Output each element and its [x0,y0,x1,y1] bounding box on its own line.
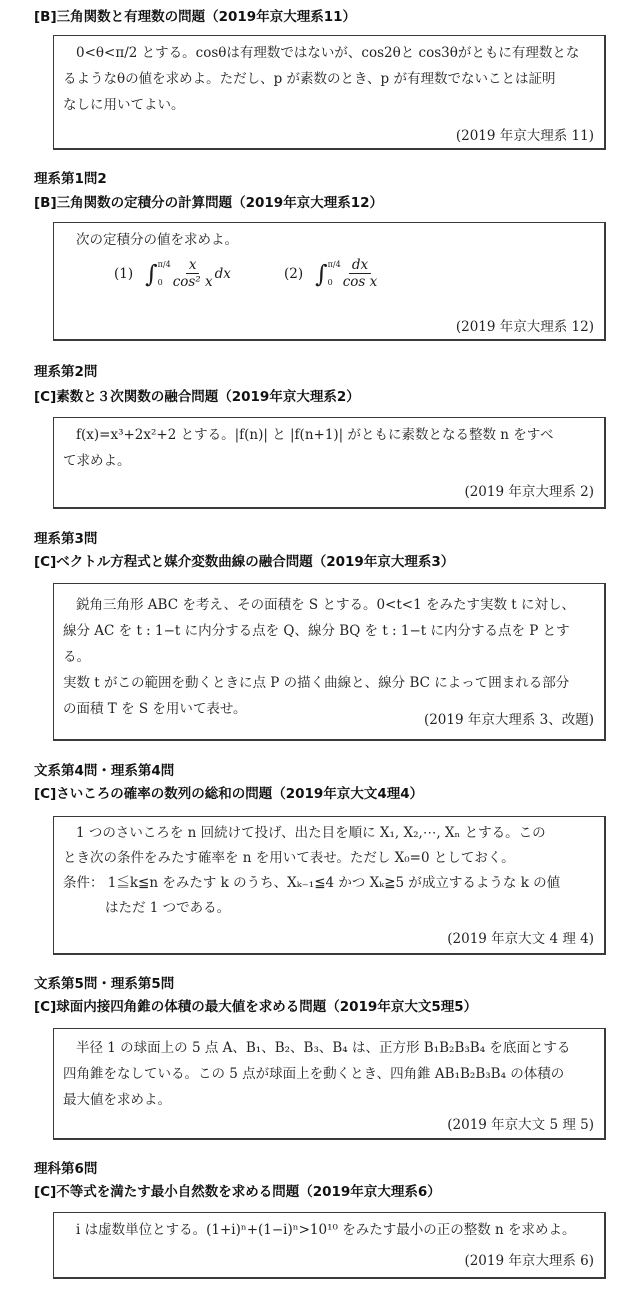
problem-line: るようなθの値を求めよ。ただし、p が素数のとき、p が有理数でないことは証明 [63,71,556,87]
integrand-fraction [343,257,378,290]
fraction-numerator: x [186,257,200,274]
integral-1 [114,257,231,290]
problem-line: 線分 AC を t : 1−t に内分する点を Q、線分 BQ を t : 1−t に内分する点を P とする。 [63,623,570,665]
integral-limits [158,260,171,288]
problem-title: [B]三角関数と有理数の問題（2019年京大理系11） [34,9,356,25]
problem-title: [C]球面内接四角錐の体積の最大値を求める問題（2019年京大文5理5） [34,999,478,1015]
problem-number: 文系第4問・理系第4問 [34,763,175,779]
problem-line: i は虚数単位とする。(1+i)ⁿ+(1−i)ⁿ>10¹⁰ をみたす最小の正の整数 n を求めよ。 [76,1222,576,1238]
problem-line: はただ 1 つである。 [105,900,231,916]
integral-number: (2) [284,265,304,282]
problem-text [63,40,592,118]
fraction-denominator: cos x [342,274,378,290]
problem-text [63,227,592,253]
integral-number: (1) [114,265,134,282]
problem-number: 文系第5問・理系第5問 [34,976,175,992]
problem-title: [B]三角関数の定積分の計算問題（2019年京大理系12） [34,195,383,211]
integral-limits [328,260,341,288]
problem-source: (2019 年京大理系 11) [455,128,594,144]
problem-line: の面積 T を S を用いて表せ。 [63,701,247,717]
integral-row [114,257,454,297]
problem-box [53,583,606,741]
integral-upper: π/4 [327,259,341,269]
problem-line: 最大値を求めよ。 [63,1092,171,1108]
problem-source: (2019 年京大理系 2) [464,484,594,500]
problem-source: (2019 年京大理系 12) [455,319,594,335]
problem-number: 理科第6問 [34,1161,98,1177]
problem-box [53,222,606,341]
problem-line: 半径 1 の球面上の 5 点 A、B₁、B₂、B₃、B₄ は、正方形 B₁B₂B₃B₄ を底面とする [76,1040,571,1056]
integrand-fraction [173,257,213,290]
integral-lower: 0 [157,277,163,287]
problem-box [53,1028,606,1140]
problem-box [53,816,606,955]
problem-number: 理系第3問 [34,531,98,547]
fraction-denominator: cos² x [172,274,213,290]
fraction-numerator: dx [349,257,371,274]
problem-title: [C]不等式を満たす最小自然数を求める問題（2019年京大理系6） [34,1184,441,1200]
differential: dx [214,265,231,282]
problem-intro: 次の定積分の値を求めよ。 [76,232,238,248]
problem-number: 理系第2問 [34,364,98,380]
problem-text [63,592,592,722]
problem-line: とき次の条件をみたす確率を n を用いて表せ。ただし X₀=0 としておく。 [63,850,515,866]
problem-line: 鋭角三角形 ABC を考え、その面積を S とする。0<t<1 をみたす実数 t に対し、 [76,597,575,613]
problem-line: なしに用いてよい。 [63,97,185,113]
integral-upper: π/4 [157,259,171,269]
problem-source: (2019 年京大理系 3、改題) [423,712,594,728]
integral-2 [284,257,379,290]
problem-text [63,1217,592,1243]
integral-sign: ∫ [145,259,158,288]
problem-line: 0<θ<π/2 とする。cosθは有理数ではないが、cos2θと cos3θがともに有理数とな [76,45,580,61]
problem-title: [C]さいころの確率の数列の総和の問題（2019年京大文4理4） [34,786,424,802]
integral-sign: ∫ [315,259,328,288]
problem-line: f(x)=x³+2x²+2 とする。|f(n)| と |f(n+1)| がともに素数となる整数 n をすべ [76,427,554,443]
problem-line: 実数 t がこの範囲を動くときに点 P の描く曲線と、線分 BC によって囲まれる部分 [63,675,570,691]
problem-text [63,1035,592,1113]
problem-line: 条件： 1≦k≦n をみたす k のうち、Xₖ₋₁≦4 かつ Xₖ≧5 が成立するような k の値 [63,875,561,891]
problem-box [53,1212,606,1279]
problem-number: 理系第1問2 [34,171,107,187]
problem-source: (2019 年京大文 5 理 5) [447,1117,594,1133]
problem-text [63,821,592,921]
problem-title: [C]素数と３次関数の融合問題（2019年京大理系2） [34,389,360,405]
problem-title: [C]ベクトル方程式と媒介変数曲線の融合問題（2019年京大理系3） [34,554,455,570]
integral-lower: 0 [327,277,333,287]
problem-source: (2019 年京大文 4 理 4) [447,931,594,947]
problem-text [63,422,592,474]
problem-box [53,35,606,150]
problem-line: て求めよ。 [63,453,131,469]
problem-source: (2019 年京大理系 6) [464,1253,594,1269]
problem-line: 1 つのさいころを n 回続けて投げ、出た目を順に X₁, X₂,⋯, Xₙ とする。この [76,825,546,841]
problem-box [53,417,606,509]
problem-line: 四角錐をなしている。この 5 点が球面上を動くとき、四角錐 AB₁B₂B₃B₄ の体積の [63,1066,565,1082]
